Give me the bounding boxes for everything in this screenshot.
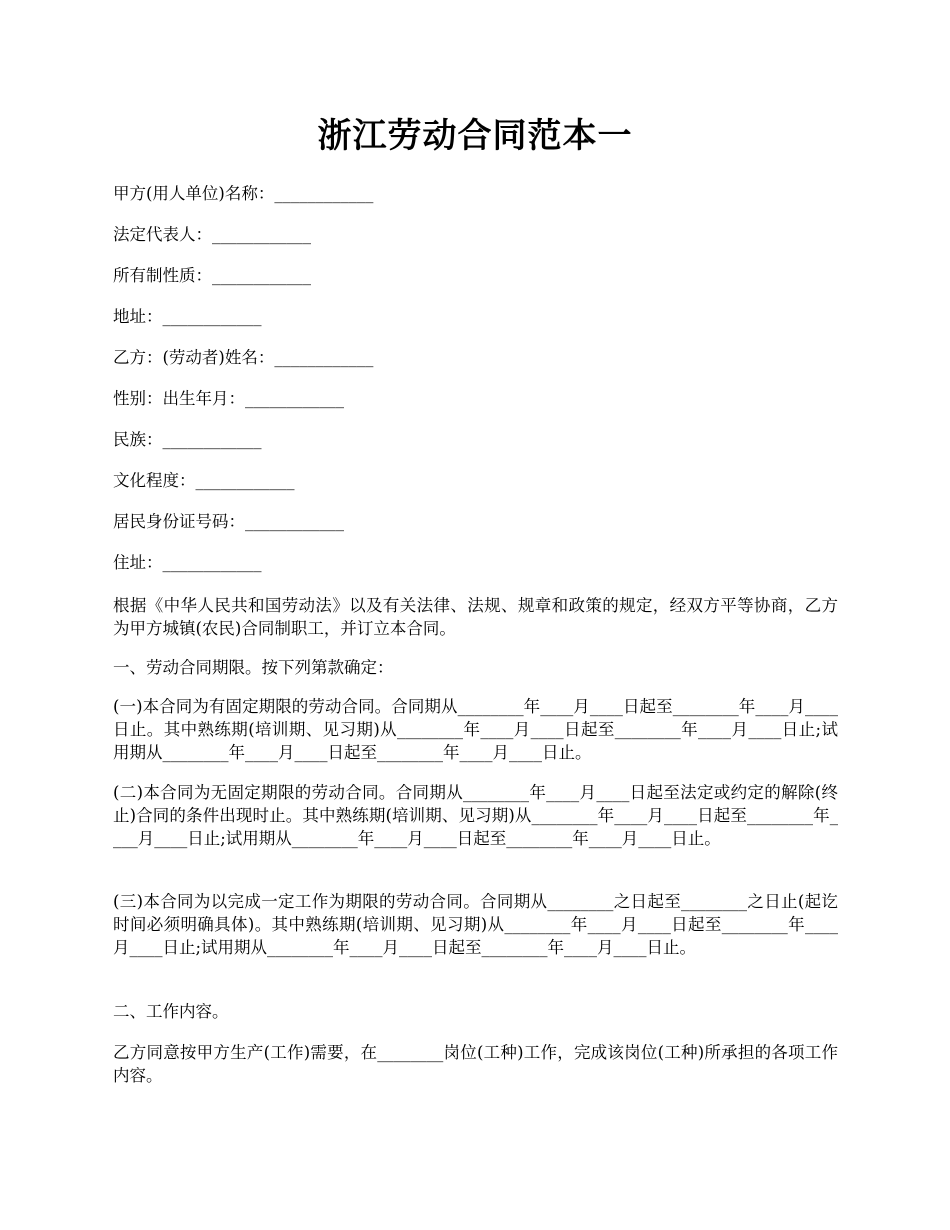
intro-paragraph: 根据《中华人民共和国劳动法》以及有关法律、法规、规章和政策的规定，经双方平等协商，乙方为甲方城镇(农民)合同制职工，并订立本合同。 <box>113 596 838 638</box>
document-title: 浙江劳动合同范本一 <box>317 116 633 156</box>
clause-1-paragraph: (一)本合同为有固定期限的劳动合同。合同期从________年____月____日起至________年____月____日止。其中熟练期(培训期、见习期)从________年____月____日起至________年____月____日止;试用期从________年____月____日起至________年____月____日止。 <box>113 697 838 762</box>
employee-name-field: 乙方：(劳动者)姓名：____________ <box>113 348 374 367</box>
ownership-type-field: 所有制性质：____________ <box>113 266 311 285</box>
id-number-field: 居民身份证号码：____________ <box>113 512 344 531</box>
residence-field: 住址：____________ <box>113 553 262 572</box>
gender-birth-field: 性别：出生年月：____________ <box>113 389 344 408</box>
education-field: 文化程度：____________ <box>113 471 295 490</box>
address-field: 地址：____________ <box>113 307 262 326</box>
ethnicity-field: 民族：____________ <box>113 430 262 449</box>
clause-2-paragraph: (二)本合同为无固定期限的劳动合同。合同期从________年____月____日起至法定或约定的解除(终止)合同的条件出现时止。其中熟练期(培训期、见习期)从________年____月____日起至________年____月____日止;试用期从________年____月____日起至________年____月____日止。 <box>113 783 838 848</box>
clause-3-paragraph: (三)本合同为以完成一定工作为期限的劳动合同。合同期从________之日起至________之日止(起讫时间必须明确具体)。其中熟练期(培训期、见习期)从________年____月____日起至________年____月____日止;试用期从________年____月____日起至________年____月____日止。 <box>113 892 838 957</box>
legal-representative-field: 法定代表人：____________ <box>113 225 311 244</box>
employer-name-field: 甲方(用人单位)名称：____________ <box>113 184 374 203</box>
section-1-heading: 一、劳动合同期限。按下列第款确定： <box>113 658 394 677</box>
section-2-heading: 二、工作内容。 <box>113 1002 229 1021</box>
work-content-paragraph: 乙方同意按甲方生产(工作)需要，在________岗位(工种)工作，完成该岗位(工种)所承担的各项工作内容。 <box>113 1043 838 1085</box>
